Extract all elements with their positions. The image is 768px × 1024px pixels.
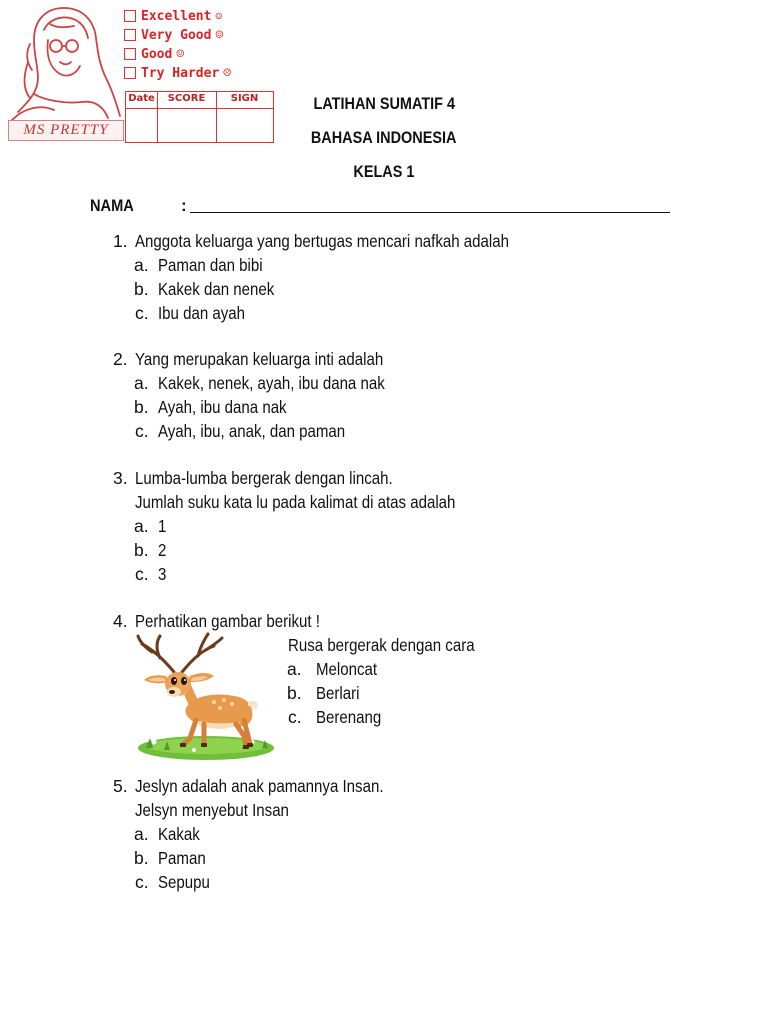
option-letter: c. xyxy=(135,872,149,892)
option-letter: c. xyxy=(288,707,302,727)
option-letter: b. xyxy=(134,848,149,868)
option-c[interactable]: Berenang xyxy=(316,707,382,727)
question-number: 2. xyxy=(113,349,128,369)
sad-face-icon: ☹ xyxy=(223,65,232,81)
question-text: Jeslyn adalah anak pamannya Insan. xyxy=(135,776,384,796)
option-c[interactable]: Sepupu xyxy=(158,872,210,892)
option-c[interactable]: Ibu dan ayah xyxy=(158,303,246,323)
checkbox-icon[interactable] xyxy=(124,67,136,79)
checklist-item-excellent[interactable] xyxy=(124,7,222,25)
checkbox-icon[interactable] xyxy=(124,10,136,22)
option-b[interactable]: Berlari xyxy=(316,683,360,703)
option-letter: b. xyxy=(134,540,149,560)
question-text: Anggota keluarga yang bertugas mencari nafkah adalah xyxy=(135,231,510,251)
checkbox-icon[interactable] xyxy=(124,48,136,60)
question-text: Perhatikan gambar berikut ! xyxy=(135,611,320,631)
brand-logo: MS PRETTY xyxy=(8,120,124,141)
option-a[interactable]: Kakek, nenek, ayah, ibu dana nak xyxy=(158,373,385,393)
checklist-item-very-good[interactable] xyxy=(124,26,223,44)
sign-header: SIGN xyxy=(230,93,259,104)
option-b[interactable]: Ayah, ibu dana nak xyxy=(158,397,287,417)
checklist-label: Very Good xyxy=(141,27,212,43)
option-a[interactable]: Meloncat xyxy=(316,659,378,679)
option-letter: a. xyxy=(134,516,149,536)
score-header: SCORE xyxy=(167,93,206,104)
option-a[interactable]: Kakak xyxy=(158,824,200,844)
option-letter: a. xyxy=(134,373,149,393)
option-letter: b. xyxy=(287,683,302,703)
question-text: Yang merupakan keluarga inti adalah xyxy=(135,349,384,369)
question-text: Rusa bergerak dengan cara xyxy=(288,635,475,655)
option-letter: c. xyxy=(135,564,149,584)
clapping-hands-icon: ☺ xyxy=(215,9,223,23)
question-number: 1. xyxy=(113,231,128,251)
teacher-badge xyxy=(4,4,276,144)
option-letter: a. xyxy=(134,824,149,844)
checklist-label: Good xyxy=(141,46,173,62)
option-letter: b. xyxy=(134,279,149,299)
class-title: KELAS 1 xyxy=(353,162,415,181)
option-letter: a. xyxy=(134,255,149,275)
option-letter: c. xyxy=(135,421,149,441)
checklist-label: Excellent xyxy=(141,8,212,24)
question-text: Jelsyn menyebut Insan xyxy=(135,800,289,820)
option-c[interactable]: 3 xyxy=(158,564,167,584)
question-number: 4. xyxy=(113,611,128,631)
subject-title: BAHASA INDONESIA xyxy=(311,128,457,147)
question-number: 3. xyxy=(113,468,128,488)
name-label: NAMA xyxy=(90,196,134,215)
checklist-item-good[interactable] xyxy=(124,45,184,63)
smile-icon: ☺ xyxy=(215,27,224,43)
question-number: 5. xyxy=(113,776,128,796)
checkbox-icon[interactable] xyxy=(124,29,136,41)
checklist-label: Try Harder xyxy=(141,65,220,81)
option-b[interactable]: 2 xyxy=(158,540,167,560)
option-letter: b. xyxy=(134,397,149,417)
option-letter: c. xyxy=(135,303,149,323)
option-a[interactable]: Paman dan bibi xyxy=(158,255,263,275)
date-header: Date xyxy=(128,93,155,104)
deer-image xyxy=(134,630,284,764)
name-input-line[interactable] xyxy=(190,212,670,213)
option-letter: a. xyxy=(287,659,302,679)
checklist-item-try-harder[interactable] xyxy=(124,64,231,82)
worksheet-title: LATIHAN SUMATIF 4 xyxy=(313,94,455,113)
smile-icon: ☺ xyxy=(176,46,185,62)
name-colon: : xyxy=(181,196,187,215)
question-text: Jumlah suku kata lu pada kalimat di atas adalah xyxy=(135,492,456,512)
option-c[interactable]: Ayah, ibu, anak, dan paman xyxy=(158,421,346,441)
option-b[interactable]: Paman xyxy=(158,848,206,868)
question-text: Lumba-lumba bergerak dengan lincah. xyxy=(135,468,393,488)
option-b[interactable]: Kakek dan nenek xyxy=(158,279,275,299)
option-a[interactable]: 1 xyxy=(158,516,167,536)
